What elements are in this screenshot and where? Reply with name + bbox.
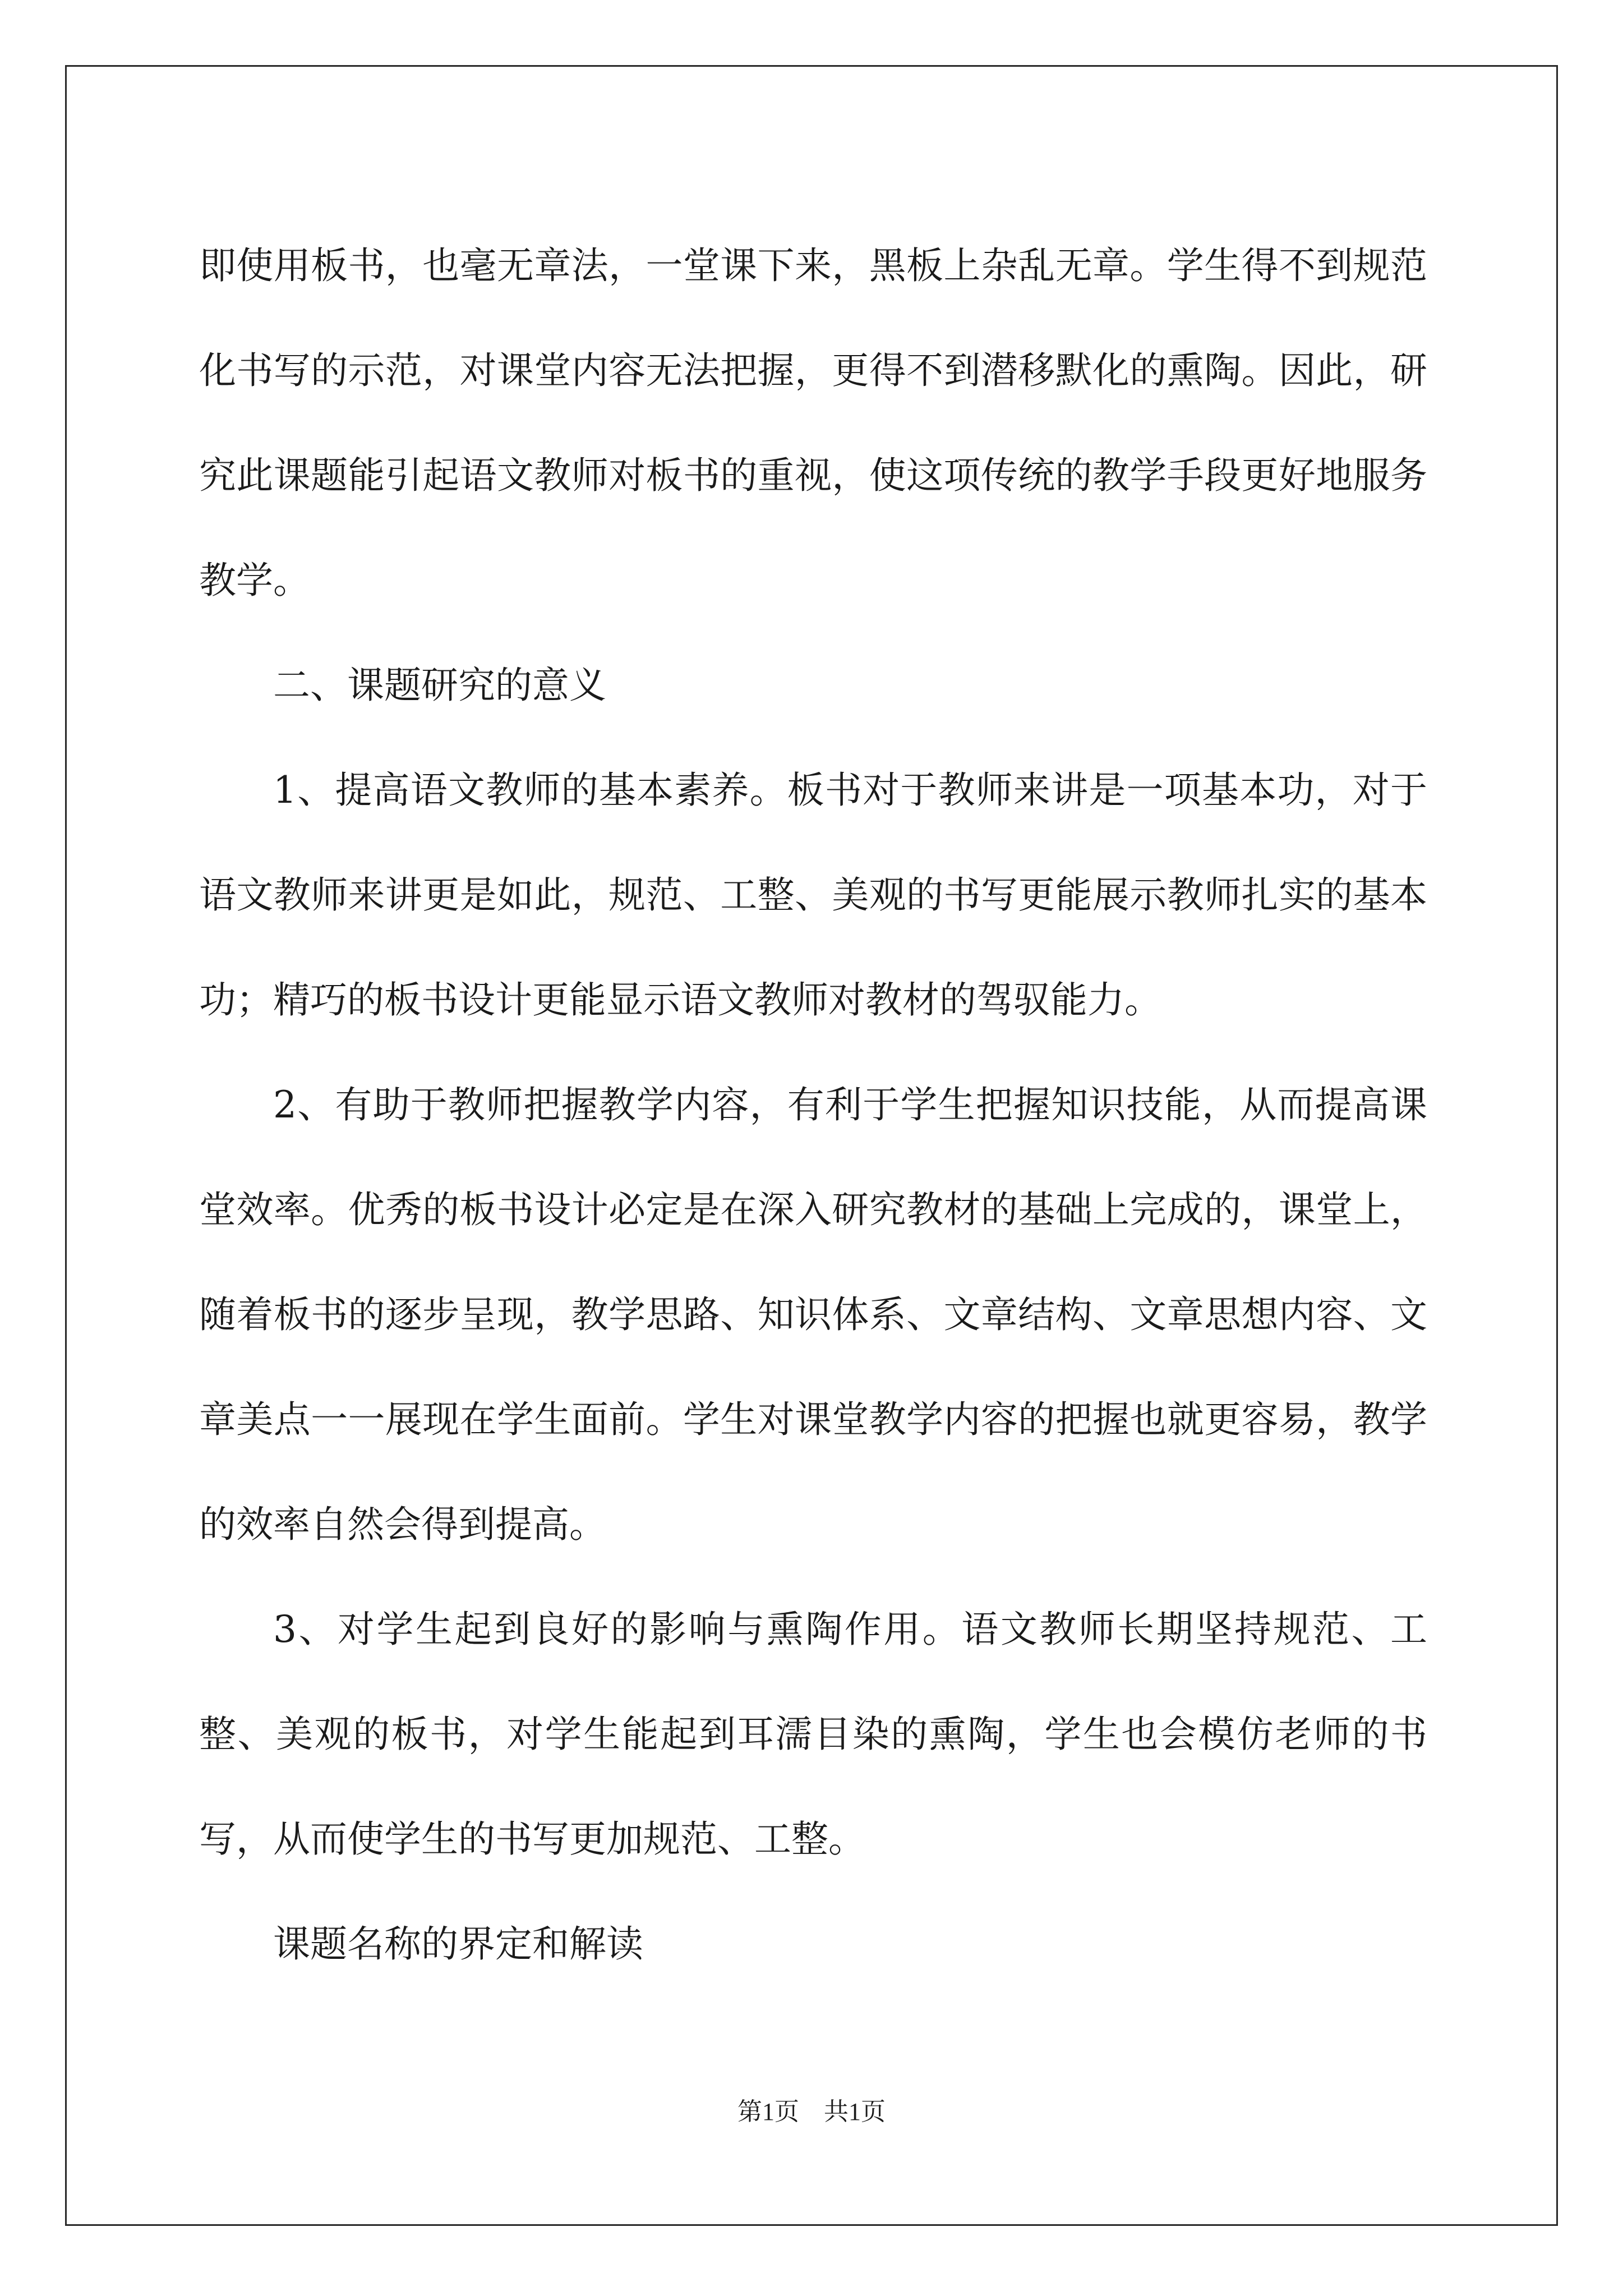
paragraph-point-3: 3、对学生起到良好的影响与熏陶作用。语文教师长期坚持规范、工整、美观的板书，对学生能起到耳濡目染的熏陶，学生也会模仿老师的书写，从而使学生的书写更加规范、工整。 — [199, 1608, 1427, 1861]
section-heading-significance: 二、课题研究的意义 — [273, 664, 606, 707]
document-body — [199, 213, 1427, 1996]
page-footer — [0, 2091, 1623, 2127]
paragraph-point-1: 1、提高语文教师的基本素养。板书对于教师来讲是一项基本功，对于语文教师来讲更是如此，规范、工整、美观的书写更能展示教师扎实的基本功；精巧的板书设计更能显示语文教师对教材的驾驭能力。 — [199, 769, 1427, 1022]
page-total: 共1页 — [824, 2098, 886, 2125]
section-heading-definition: 课题名称的界定和解读 — [273, 1922, 643, 1966]
page-number: 第1页 — [737, 2098, 799, 2125]
paragraph-point-2: 2、有助于教师把握教学内容，有利于学生把握知识技能，从而提高课堂效率。优秀的板书设计必定是在深入研究教材的基础上完成的，课堂上，随着板书的逐步呈现，教学思路、知识体系、文章结构、文章思想内容、文章美点一一展现在学生面前。学生对课堂教学内容的把握也就更容易，教学的效率自然会得到提高。 — [199, 1083, 1427, 1546]
paragraph-continued-intro: 即使用板书，也毫无章法，一堂课下来，黑板上杂乱无章。学生得不到规范化书写的示范，对课堂内容无法把握，更得不到潜移默化的熏陶。因此，研究此课题能引起语文教师对板书的重视，使这项传统的教学手段更好地服务教学。 — [199, 244, 1427, 602]
